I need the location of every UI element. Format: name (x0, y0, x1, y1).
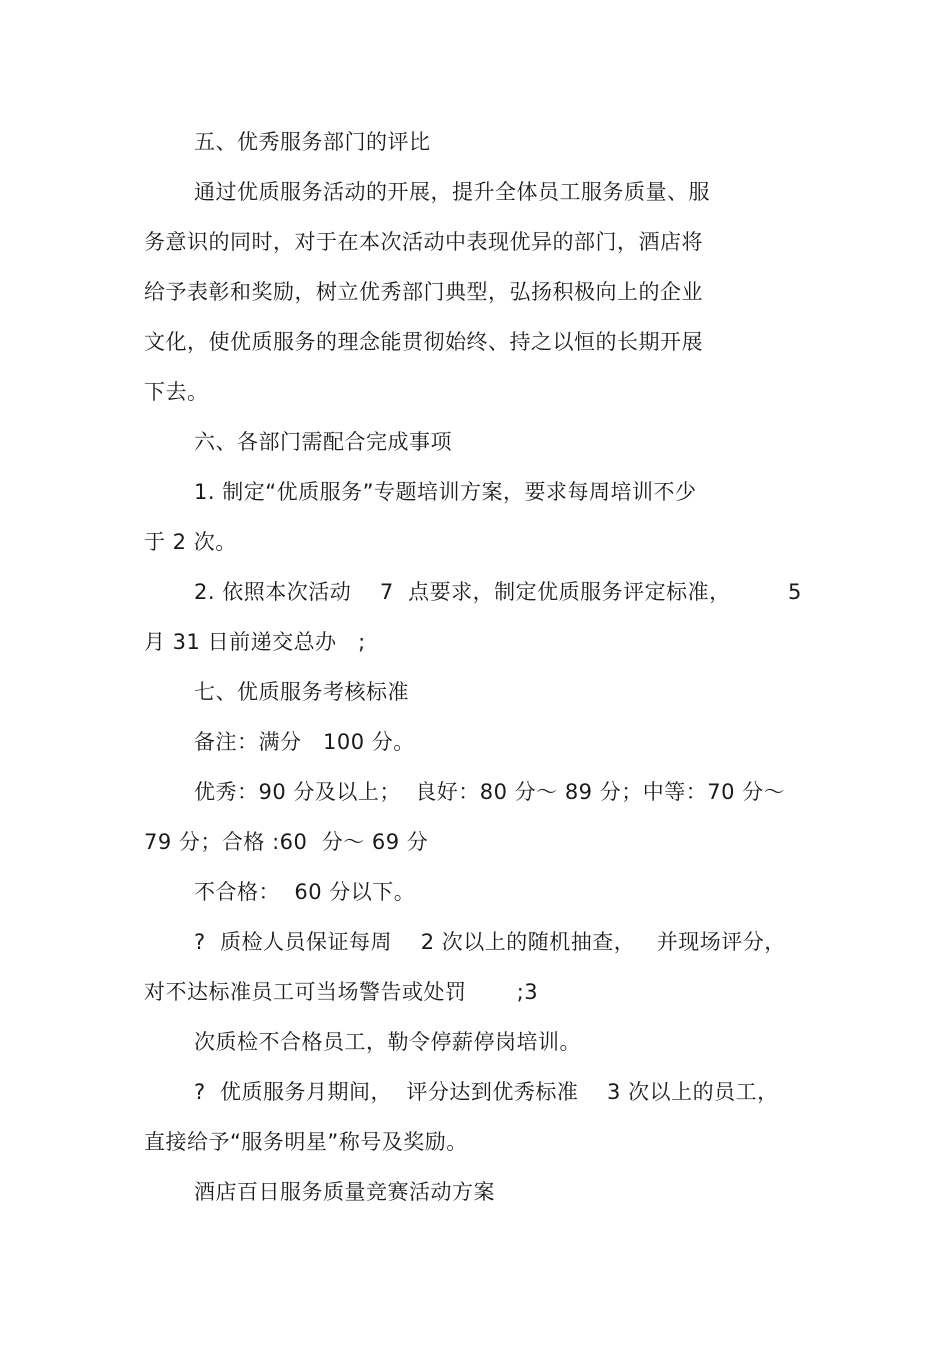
paragraph-line: ? 质检人员保证每周 2 次以上的随机抽查， 并现场评分， (194, 930, 786, 954)
paragraph-line: 下去。 (144, 380, 209, 404)
paragraph-line: 优秀：90 分及以上； 良好：80 分～ 89 分；中等：70 分～ (194, 780, 786, 804)
section-heading-seven: 七、优质服务考核标准 (194, 680, 409, 704)
list-item-line: 2. 依照本次活动 7 点要求，制定优质服务评定标准， 5 (194, 580, 802, 604)
paragraph-line: 通过优质服务活动的开展，提升全体员工服务质量、服 (194, 180, 710, 204)
paragraph-line: 务意识的同时，对于在本次活动中表现优异的部门，酒店将 (144, 230, 703, 254)
paragraph-line: 备注：满分 100 分。 (194, 730, 415, 754)
list-item-line: 于 2 次。 (144, 530, 237, 554)
paragraph-line: 文化，使优质服务的理念能贯彻始终、持之以恒的长期开展 (144, 330, 703, 354)
list-item-line: 月 31 日前递交总办 ; (144, 630, 366, 654)
paragraph-line: 不合格： 60 分以下。 (194, 880, 416, 904)
paragraph-line: 直接给予“服务明星”称号及奖励。 (144, 1130, 468, 1154)
paragraph-line: 79 分；合格 :60 分～ 69 分 (144, 830, 429, 854)
paragraph-line: 次质检不合格员工，勒令停薪停岗培训。 (194, 1030, 581, 1054)
paragraph-line: ? 优质服务月期间， 评分达到优秀标准 3 次以上的员工， (194, 1080, 779, 1104)
section-heading-five: 五、优秀服务部门的评比 (194, 130, 431, 154)
paragraph-line: 对不达标准员工可当场警告或处罚 ;3 (144, 980, 539, 1004)
section-heading-six: 六、各部门需配合完成事项 (194, 430, 452, 454)
paragraph-line: 给予表彰和奖励，树立优秀部门典型，弘扬积极向上的企业 (144, 280, 703, 304)
list-item-line: 1. 制定“优质服务”专题培训方案，要求每周培训不少 (194, 480, 697, 504)
document-title-line: 酒店百日服务质量竞赛活动方案 (194, 1180, 495, 1204)
